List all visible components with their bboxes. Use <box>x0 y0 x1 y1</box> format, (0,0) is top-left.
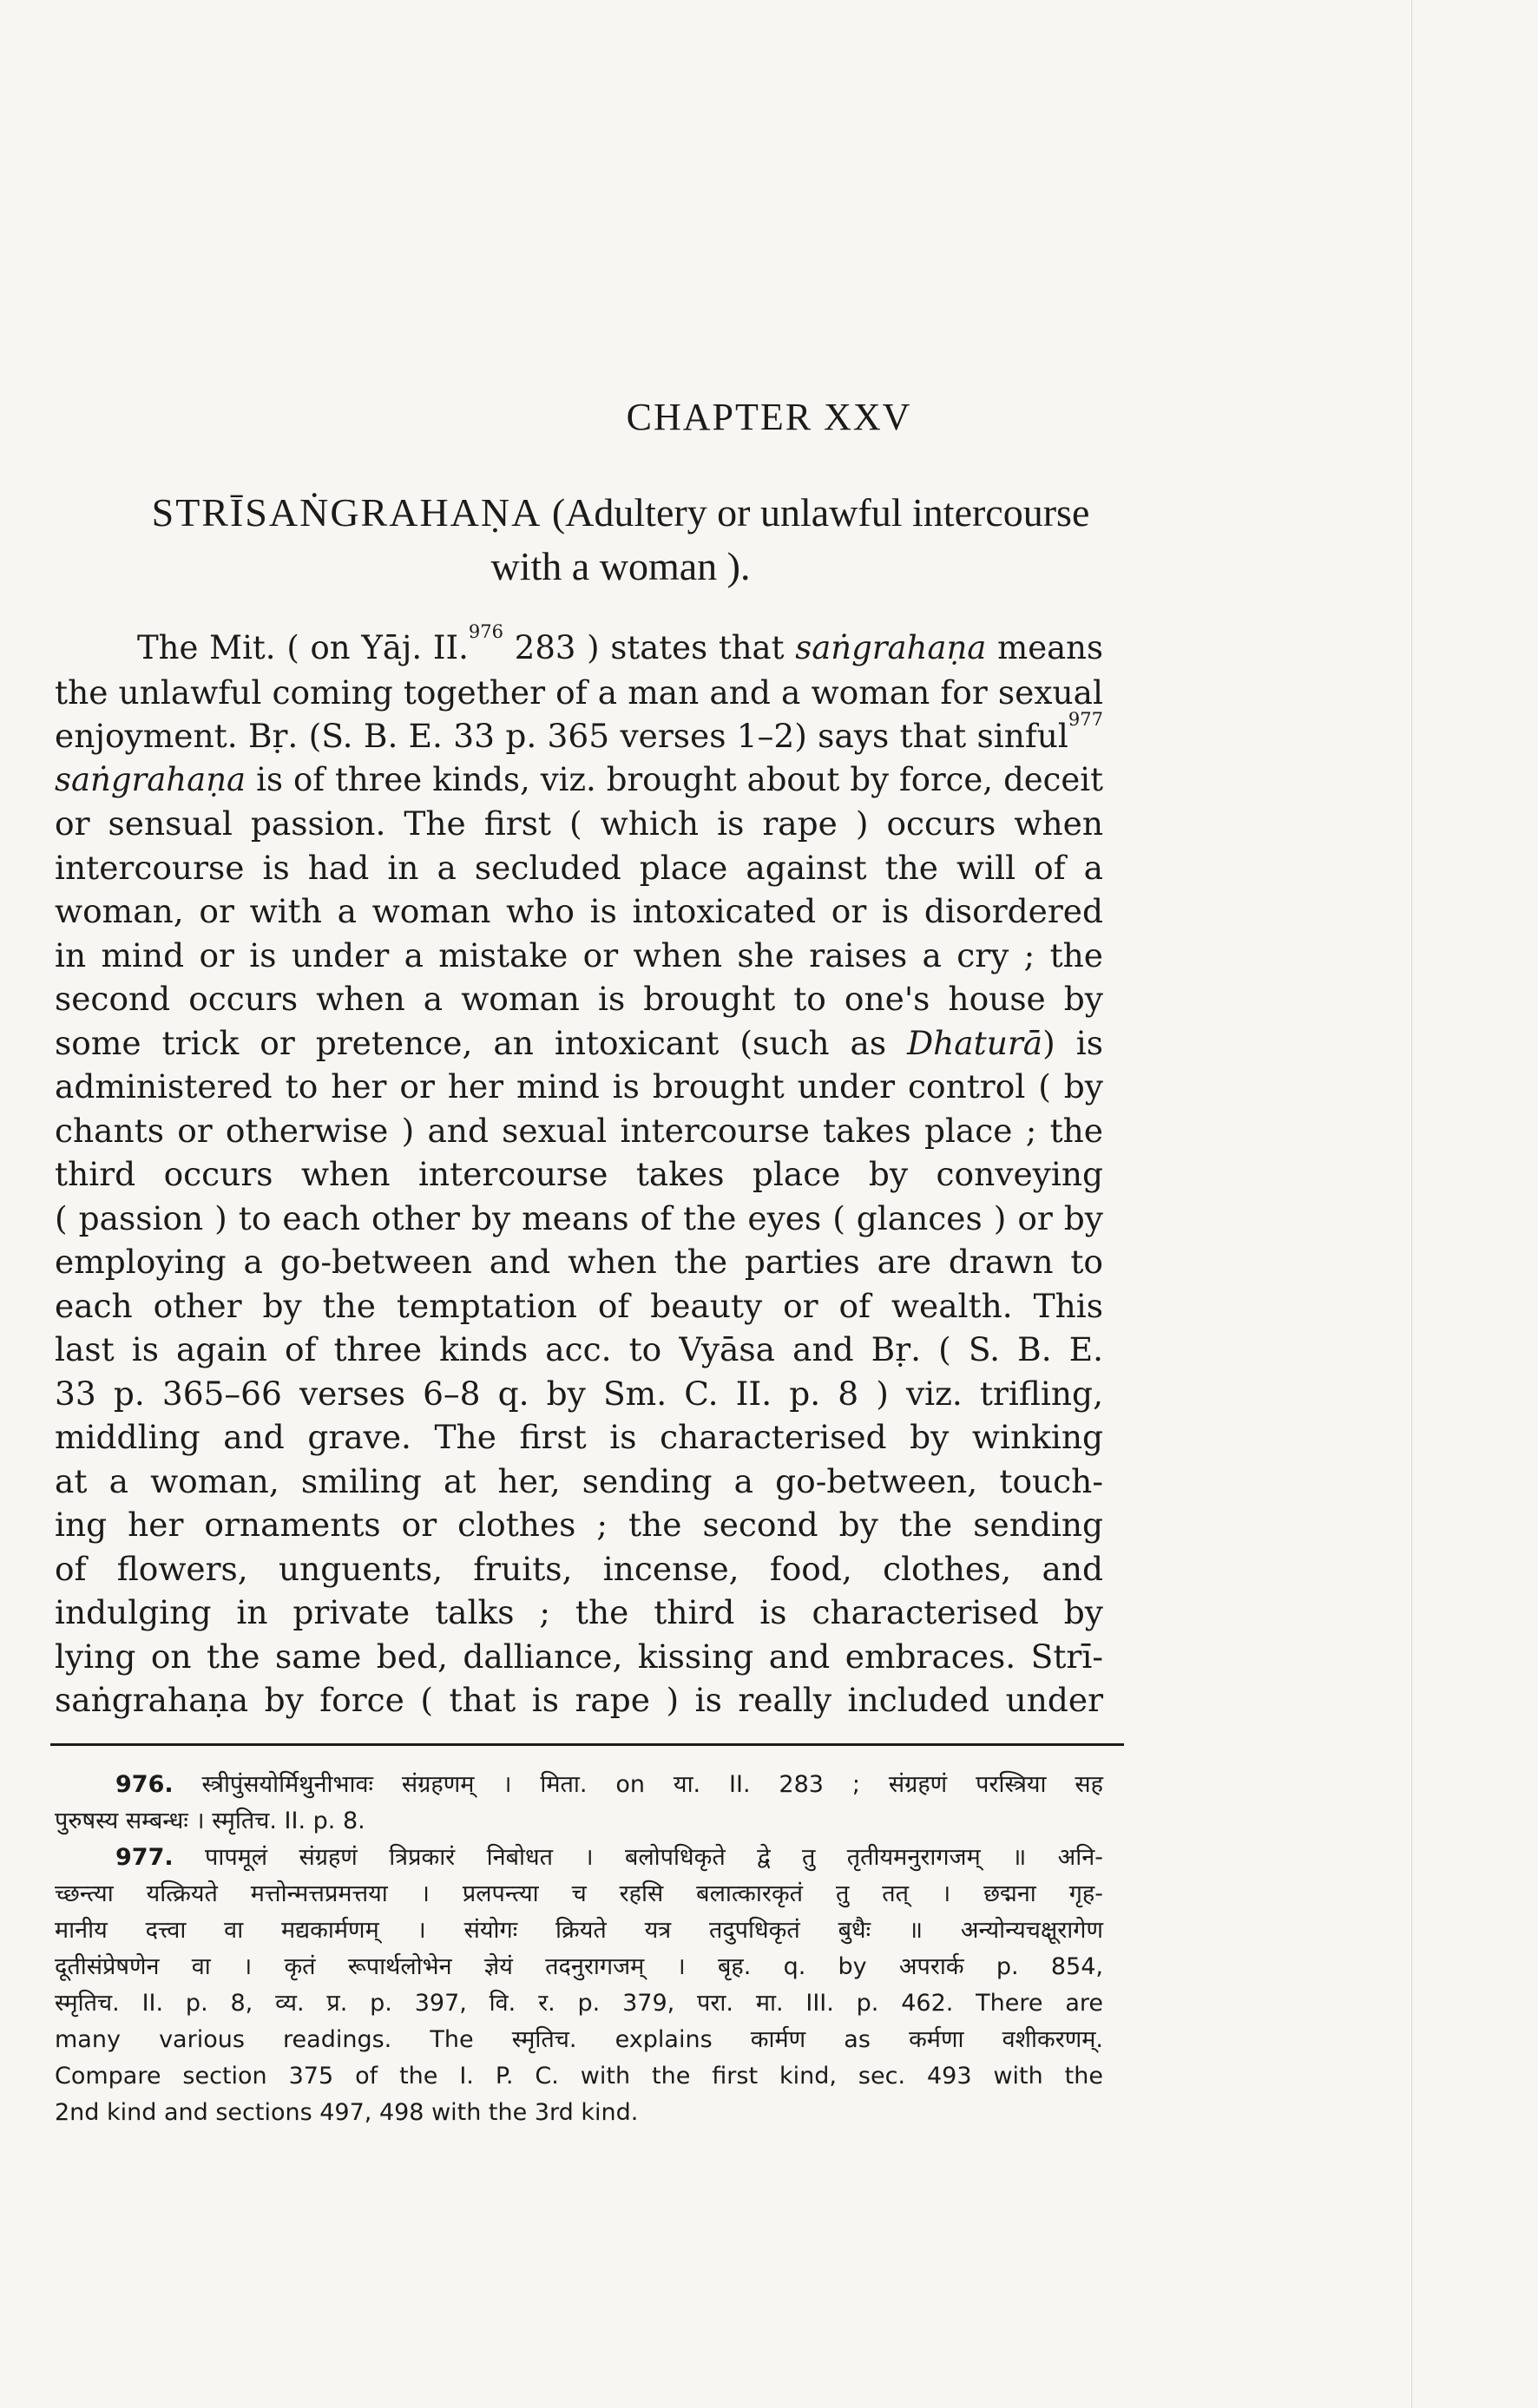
body-line: the unlawful coming together of a man and a woman for sexual <box>55 673 1103 712</box>
body-line: employing a go-between and when the parties are drawn to <box>55 1243 1103 1281</box>
body-line: lying on the same bed, dalliance, kissing and embraces. Strī- <box>55 1637 1103 1676</box>
section-title-gloss-1: (Adultery or unlawful intercourse <box>551 490 1090 535</box>
body-line: third occurs when intercourse takes place by conveying <box>55 1155 1103 1193</box>
footnote-number: 977. <box>115 1844 174 1871</box>
footnote-line: मानीय दत्त्वा वा मद्यकार्मणम् । संयोगः क्रियते यत्र तदुपधिकृतं बुधैः ॥ अन्योन्यचक्षूरागेण <box>55 1917 1103 1944</box>
body-line: ing her ornaments or clothes ; the second by the sending <box>55 1506 1103 1544</box>
section-title-sanskrit: STRĪSAṄGRAHAṆA <box>151 490 542 535</box>
body-paragraph <box>55 621 1103 1722</box>
footnote-line: च्छन्त्या यत्क्रियते मत्तोन्मत्तप्रमत्तया । प्रलपन्त्या च रहसि बलात्कारकृतं तु तत् । छद्मना गृह- <box>55 1880 1103 1907</box>
body-line: The Mit. ( on Yāj. II.$^{976}$ 283 ) states that saṅgrahaṇa means <box>137 621 1103 666</box>
footnote-ref-976[interactable]: 976 <box>468 621 503 642</box>
body-line: last is again of three kinds acc. to Vyāsa and Bṛ. ( S. B. E. <box>55 1330 1103 1368</box>
footnote-divider <box>50 1743 1124 1746</box>
body-line: some trick or pretence, an intoxicant (such as Dhaturā) is <box>55 1023 1103 1062</box>
footnote-line: 977. पापमूलं संग्रहणं त्रिप्रकारं निबोधत । बलोपधिकृते द्वे तु तृतीयमनुरागजम् ॥ अनि- <box>115 1844 1103 1871</box>
body-line: intercourse is had in a secluded place against the will of a <box>55 848 1103 887</box>
body-line: enjoyment. Bṛ. (S. B. E. 33 p. 365 verses 1–2) says that sinful$^{977}$ <box>55 709 1103 755</box>
footnote-line: स्मृतिच. II. p. 8, व्य. प्र. p. 397, वि. र. p. 379, परा. मा. III. p. 462. There are <box>55 1990 1103 2017</box>
scan-margin-line <box>1411 0 1412 2408</box>
footnotes <box>55 1767 1103 2131</box>
body-line: ( passion ) to each other by means of the eyes ( glances ) or by <box>55 1198 1103 1237</box>
footnote-line: Compare section 375 of the I. P. C. with the first kind, sec. 493 with the <box>55 2063 1103 2090</box>
section-title-line-2: with a woman ). <box>490 544 751 588</box>
body-line: in mind or is under a mistake or when she raises a cry ; the <box>55 935 1103 974</box>
footnote-line: many various readings. The स्मृतिच. explains कार्मण as कर्मणा वशीकरणम्. <box>55 2026 1103 2053</box>
body-line: woman, or with a woman who is intoxicated or is disordered <box>55 892 1103 930</box>
body-line: second occurs when a woman is brought to one's house by <box>55 980 1103 1018</box>
body-line: or sensual passion. The first ( which is rape ) occurs when <box>55 804 1103 843</box>
body-line: middling and grave. The first is characterised by winking <box>55 1418 1103 1456</box>
footnote-976 <box>55 1767 1103 1840</box>
footnote-number: 976. <box>115 1771 174 1798</box>
footnote-line: दूतीसंप्रेषणेन वा । कृतं रूपार्थलोभेन ज्ञेयं तदनुरागजम् । बृह. q. by अपरार्क p. 854, <box>55 1953 1103 1980</box>
body-line: of flowers, unguents, fruits, incense, food, clothes, and <box>55 1549 1103 1588</box>
footnote-line: 2nd kind and sections 497, 498 with the 3rd kind. <box>55 2099 639 2126</box>
body-line: saṅgrahaṇa by force ( that is rape ) is really included under <box>55 1681 1103 1719</box>
body-line: saṅgrahaṇa is of three kinds, viz. brought about by force, deceit <box>55 760 1103 798</box>
body-line: each other by the temptation of beauty or of wealth. This <box>55 1286 1103 1325</box>
body-line: administered to her or her mind is brought under control ( by <box>55 1067 1103 1106</box>
footnote-977 <box>55 1840 1103 2131</box>
footnote-line: पुरुषस्य सम्बन्धः । स्मृतिच. II. p. 8. <box>55 1808 365 1834</box>
body-line: at a woman, smiling at her, sending a go-between, touch- <box>55 1461 1103 1500</box>
section-title <box>95 486 1146 594</box>
section-title-line-1 <box>95 486 1146 540</box>
body-line: chants or otherwise ) and sexual intercourse takes place ; the <box>55 1111 1103 1150</box>
body-line: 33 p. 365–66 verses 6–8 q. by Sm. C. II. p. 8 ) viz. trifling, <box>55 1374 1103 1413</box>
chapter-title: CHAPTER XXV <box>626 396 912 438</box>
footnote-ref-977[interactable]: 977 <box>1068 709 1103 730</box>
footnote-line: 976. स्त्रीपुंसयोर्मिथुनीभावः संग्रहणम् । मिता. on या. II. 283 ; संग्रहणं परस्त्रिया सह <box>115 1771 1103 1798</box>
body-line: indulging in private talks ; the third is characterised by <box>55 1593 1103 1631</box>
